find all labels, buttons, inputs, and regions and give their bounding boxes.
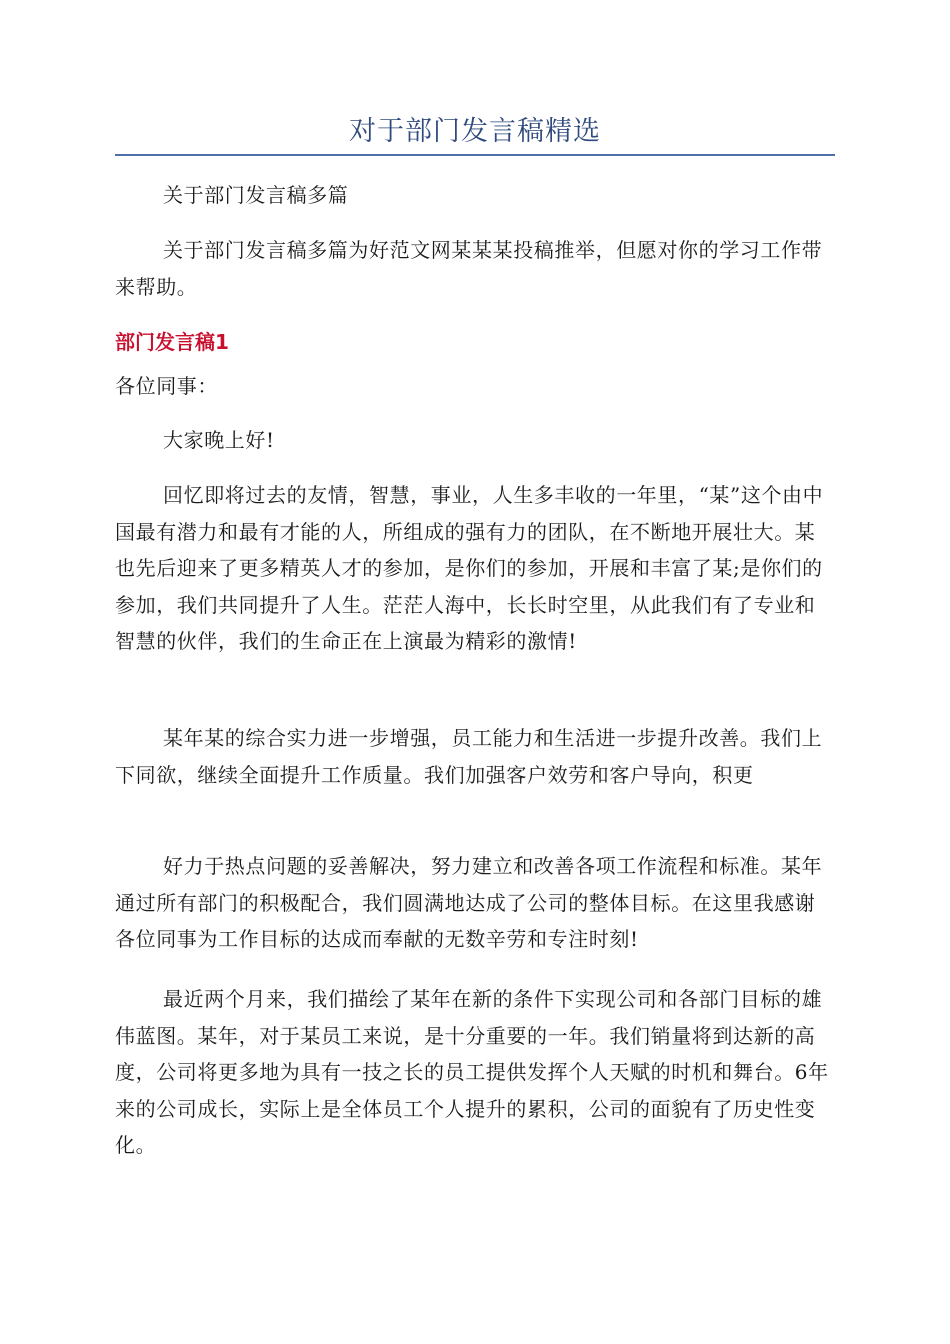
paragraph-3: 好力于热点问题的妥善解决，努力建立和改善各项工作流程和标准。某年通过所有部门的积极配合，我们圆满地达成了公司的整体目标。在这里我感谢各位同事为工作目标的达成而奉献的无数辛劳和专注时刻! xyxy=(115,854,823,951)
paragraph-2: 某年某的综合实力进一步增强，员工能力和生活进一步提升改善。我们上下同欲，继续全面提升工作质量。我们加强客户效劳和客户导向，积更 xyxy=(115,726,823,787)
section-heading: 部门发言稿1 xyxy=(115,330,229,354)
paragraph-4: 最近两个月来，我们描绘了某年在新的条件下实现公司和各部门目标的雄伟蓝图。某年，对于某员工来说，是十分重要的一年。我们销量将到达新的高度，公司将更多地为具有一技之长的员工提供发挥个人天赋的时机和舞台。6年来的公司成长，实际上是全体员工个人提升的累积，公司的面貌有了历史性变化。 xyxy=(115,987,829,1157)
salutation: 各位同事： xyxy=(115,374,218,398)
greeting: 大家晚上好! xyxy=(163,428,275,452)
title-underline xyxy=(115,154,835,156)
intro-paragraph: 关于部门发言稿多篇为好范文网某某某投稿推举，但愿对你的学习工作带来帮助。 xyxy=(115,238,823,299)
document-title: 对于部门发言稿精选 xyxy=(349,116,601,147)
paragraph-1: 回忆即将过去的友情，智慧，事业，人生多丰收的一年里，“某”这个由中国最有潜力和最有才能的人，所组成的强有力的团队，在不断地开展壮大。某也先后迎来了更多精英人才的参加，是你们的参加，开展和丰富了某;是你们的参加，我们共同提升了人生。茫茫人海中，长长时空里，从此我们有了专业和智慧的伙伴，我们的生命正在上演最为精彩的激情! xyxy=(115,483,824,653)
document-subtitle: 关于部门发言稿多篇 xyxy=(163,183,349,207)
